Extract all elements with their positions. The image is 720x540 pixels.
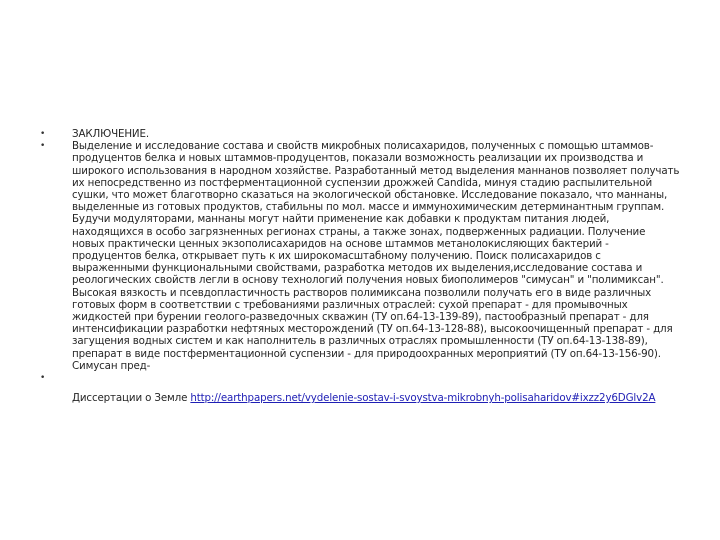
source-prefix: Диссертации о Земле: [72, 392, 191, 405]
conclusion-paragraph: Выделение и исследование состава и свойств микробных полисахаридов, полученных с помощью штаммов-продуцентов белка и новых штаммов-продуцентов, показали возможность реализации их производства и широкого использования в народном хозяйстве. Разработанный метод выделения маннанов позволяет получать их непосредственно из постферментационной суспензии дрожжей Candida, минуя стадию распылительной сушки, что может благотворно сказаться на экологической обстановке. Исследование показало, что маннаны, выделенные из готовых продуктов, стабильны по мол. массе и иммунохимическим детерминантным группам. Будучи модуляторами, маннаны могут найти применение как добавки к продуктам питания людей, находящихся в особо загрязненных регионах страны, а также зонах, подверженных радиации. Получение новых практически ценных экзополисахаридов на основе штаммов метанолокисляющих бактерий - продуцентов белка, открывает путь к их широкомасштабному получению. Поиск полисахаридов с выраженными функциональными свойствами, разработка методов их выделения,исследование состава и реологических свойств легли в основу технологий получения новых биополимеров "симусан" и "полимиксан". Высокая вязкость и псевдопластичность растворов полимиксана позволили получать его в виде различных готовых форм в соответствии с требованиями различных отраслей: сухой препарат - для промывочных жидкостей при бурении геолого-разведочных скважин (ТУ оп.64-13-139-89), пастообразный препарат - для интенсификации разработки нефтяных месторождений (ТУ оп.64-13-128-88), высокоочищенный препарат - для загущения водных систем и как наполнитель в различных отраслях промышленности (ТУ оп.64-13-138-89), препарат в виде постферментационной суспензии - для природоохранных мероприятий (ТУ оп.64-13-156-90). Симусан пред-: [72, 140, 680, 372]
conclusion-heading: ЗАКЛЮЧЕНИЕ.: [72, 128, 149, 140]
source-line: [72, 372, 680, 404]
source-link[interactable]: http://earthpapers.net/vydelenie-sostav-i-svoystva-mikrobnyh-polisaharidov#ixzz2y6DGlv2A: [190, 392, 656, 405]
bullet-marker: •: [40, 141, 46, 152]
list-item-heading: [40, 128, 680, 140]
bullet-marker: •: [40, 129, 46, 139]
bullet-marker: •: [40, 373, 46, 384]
list-item-source: [40, 372, 680, 404]
bullet-list: [40, 128, 680, 404]
list-item-body: [40, 140, 680, 372]
